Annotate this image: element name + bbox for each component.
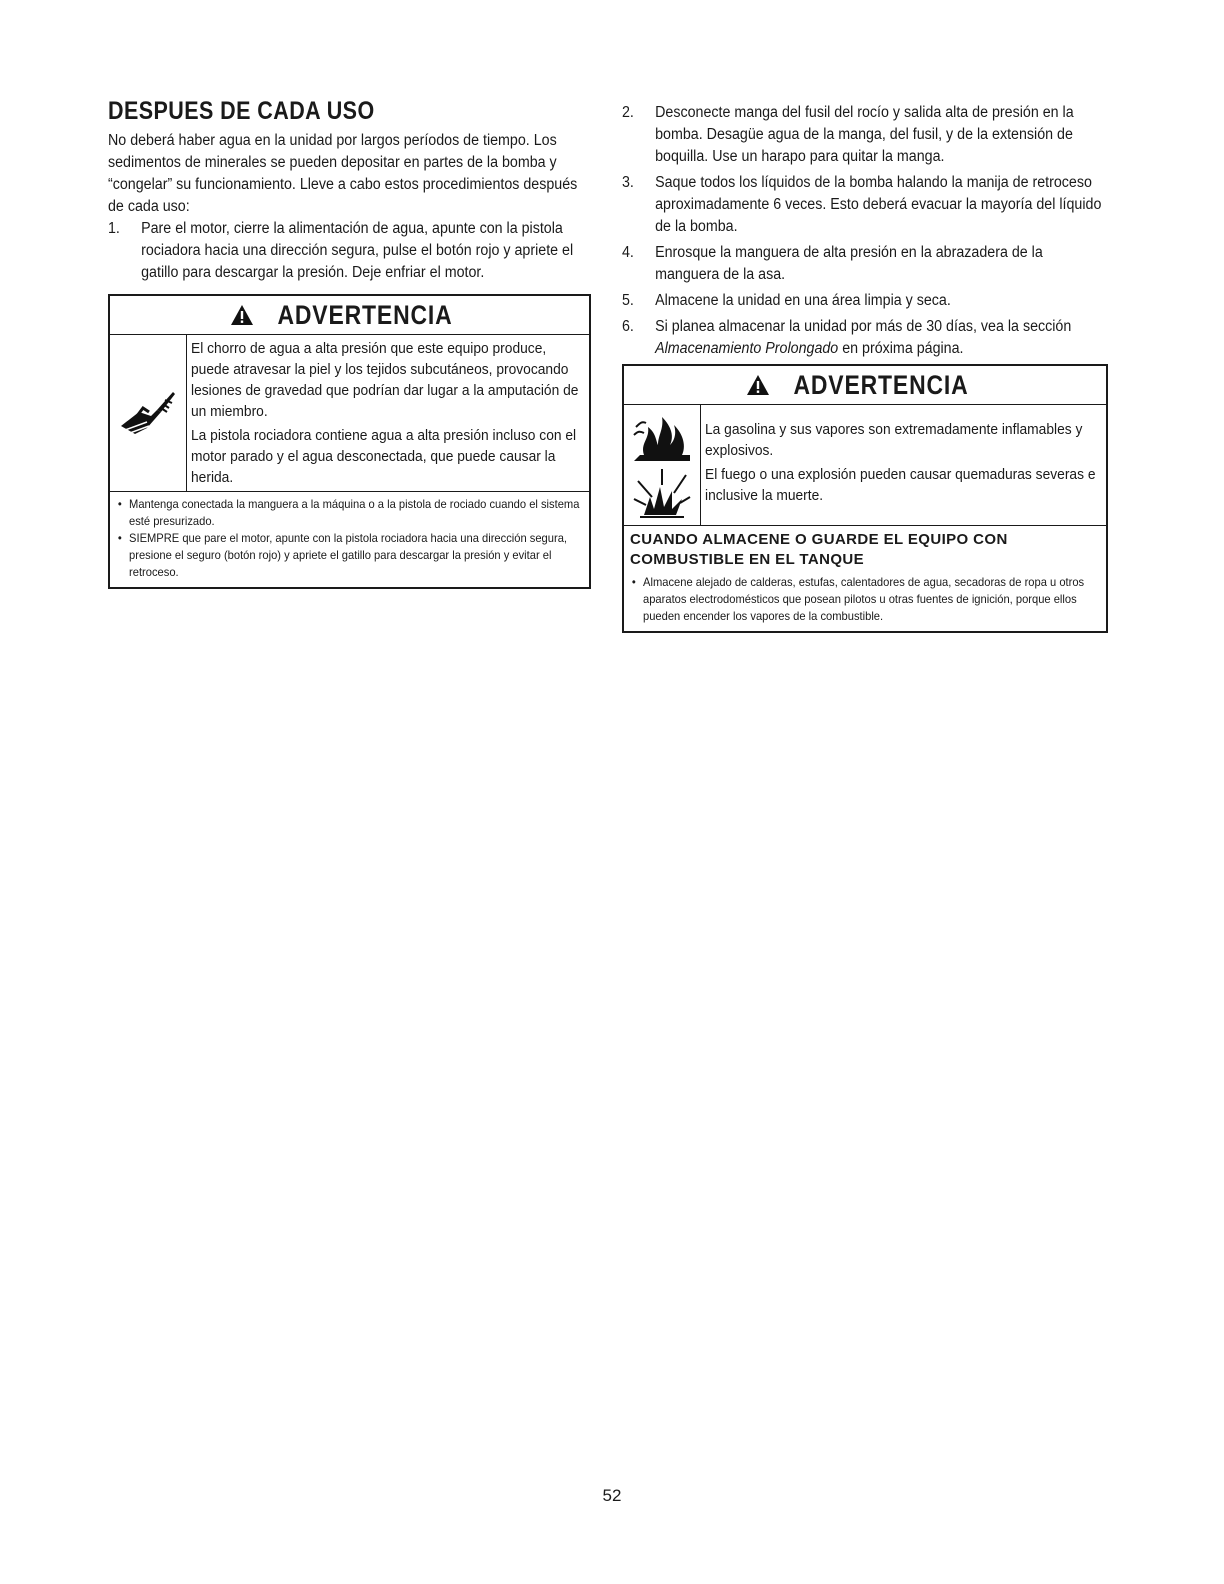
warning-bullets bbox=[110, 492, 589, 587]
step-item bbox=[622, 242, 1105, 286]
warning-body bbox=[624, 405, 1106, 526]
warning-text bbox=[701, 405, 1106, 525]
warning-body bbox=[110, 335, 589, 492]
hazard-icons bbox=[624, 405, 701, 525]
step-text bbox=[655, 316, 1105, 360]
step-number: 6. bbox=[622, 318, 634, 335]
step-text: Desconecte manga del fusil del rocío y salida alta de presión en la bomba. Desagüe agua de la manga, del fusil, y de la extensión de boquilla. Use un harapo para quitar la manga. bbox=[655, 104, 1074, 165]
step-item bbox=[622, 290, 1105, 312]
step-number: 1. bbox=[108, 220, 120, 237]
warning-text bbox=[187, 335, 589, 491]
warning-paragraph: La pistola rociadora contiene agua a alta presión incluso con el motor parado y el agua desconectada, que puede causar la herida. bbox=[191, 427, 577, 486]
warning-paragraph: La gasolina y sus vapores son extremadamente inflamables y explosivos. bbox=[705, 421, 1083, 459]
hand-injection-icon bbox=[110, 335, 187, 491]
bullet-item: • SIEMPRE que pare el motor, apunte con la pistola rociadora hacia una dirección segura, presione el seguro (botón rojo) y apriete el gatillo para descargar la presión y evitar el retroceso. bbox=[116, 530, 589, 581]
section-title: DESPUES DE CADA USO bbox=[108, 97, 375, 125]
warning-label: ADVERTENCIA bbox=[277, 299, 454, 330]
warning-box-fuel bbox=[622, 364, 1108, 633]
warning-subheading: CUANDO ALMACENE O GUARDE EL EQUIPO CON COMBUSTIBLE EN EL TANQUE bbox=[624, 526, 1106, 570]
bullet-item: • Mantenga conectada la manguera a la máquina o a la pistola de rociado cuando el sistema esté presurizado. bbox=[116, 496, 589, 530]
page-number: 52 bbox=[602, 1486, 622, 1505]
warning-header bbox=[110, 296, 589, 335]
step-number: 2. bbox=[622, 104, 634, 121]
warning-triangle-icon bbox=[230, 304, 254, 326]
bullet-item: • Almacene alejado de calderas, estufas, calentadores de agua, secadoras de ropa u otros aparatos electrodomésticos que posean pilotos u otras fuentes de ignición, porque ellos pueden encender los vapores de la combustible. bbox=[630, 574, 1106, 625]
left-column bbox=[108, 98, 591, 589]
step6-text-pre: Si planea almacenar la unidad por más de 30 días, vea la sección bbox=[655, 318, 1072, 335]
step-item bbox=[622, 102, 1105, 168]
step-item bbox=[622, 316, 1105, 360]
step6-italic-ref: Almacenamiento Prolongado bbox=[655, 340, 839, 357]
right-column bbox=[622, 102, 1108, 633]
step-item bbox=[622, 172, 1105, 238]
fire-icon bbox=[630, 411, 694, 463]
warning-label: ADVERTENCIA bbox=[793, 369, 969, 400]
warning-paragraph: El chorro de agua a alta presión que este equipo produce, puede atravesar la piel y los tejidos subcutáneos, provocando lesiones de gravedad que podrían dar lugar a la amputación de un miembro. bbox=[191, 340, 579, 420]
warning-bullets bbox=[624, 570, 1106, 631]
steps-list-right bbox=[622, 102, 1105, 360]
warning-paragraph: El fuego o una explosión pueden causar quemaduras severas e inclusive la muerte. bbox=[705, 466, 1096, 504]
step-number: 3. bbox=[622, 174, 634, 191]
step-number: 4. bbox=[622, 244, 634, 261]
step-text: Enrosque la manguera de alta presión en la abrazadera de la manguera de la asa. bbox=[655, 244, 1043, 283]
step-item bbox=[108, 218, 588, 284]
explosion-icon bbox=[632, 467, 692, 519]
step-text: Almacene la unidad en una área limpia y seca. bbox=[655, 292, 951, 309]
warning-header bbox=[624, 366, 1106, 405]
steps-list-left bbox=[108, 218, 588, 284]
step-text: Saque todos los líquidos de la bomba halando la manija de retroceso aproximadamente 6 veces. Esto deberá evacuar la mayoría del líquido de la bomba. bbox=[655, 174, 1102, 235]
warning-triangle-icon bbox=[746, 374, 770, 396]
step-text: Pare el motor, cierre la alimentación de agua, apunte con la pistola rociadora hacia una dirección segura, pulse el botón rojo y apriete el gatillo para descargar la presión. Deje enfriar el motor. bbox=[141, 220, 574, 281]
step-number: 5. bbox=[622, 292, 634, 309]
step6-text-post: en próxima página. bbox=[838, 340, 964, 357]
warning-box-pressure bbox=[108, 294, 591, 589]
intro-paragraph: No deberá haber agua en la unidad por largos períodos de tiempo. Los sedimentos de minerales se pueden depositar en partes de la bomba y “congelar” su funcionamiento. Lleve a cabo estos procedimientos después de cada uso: bbox=[108, 132, 578, 215]
